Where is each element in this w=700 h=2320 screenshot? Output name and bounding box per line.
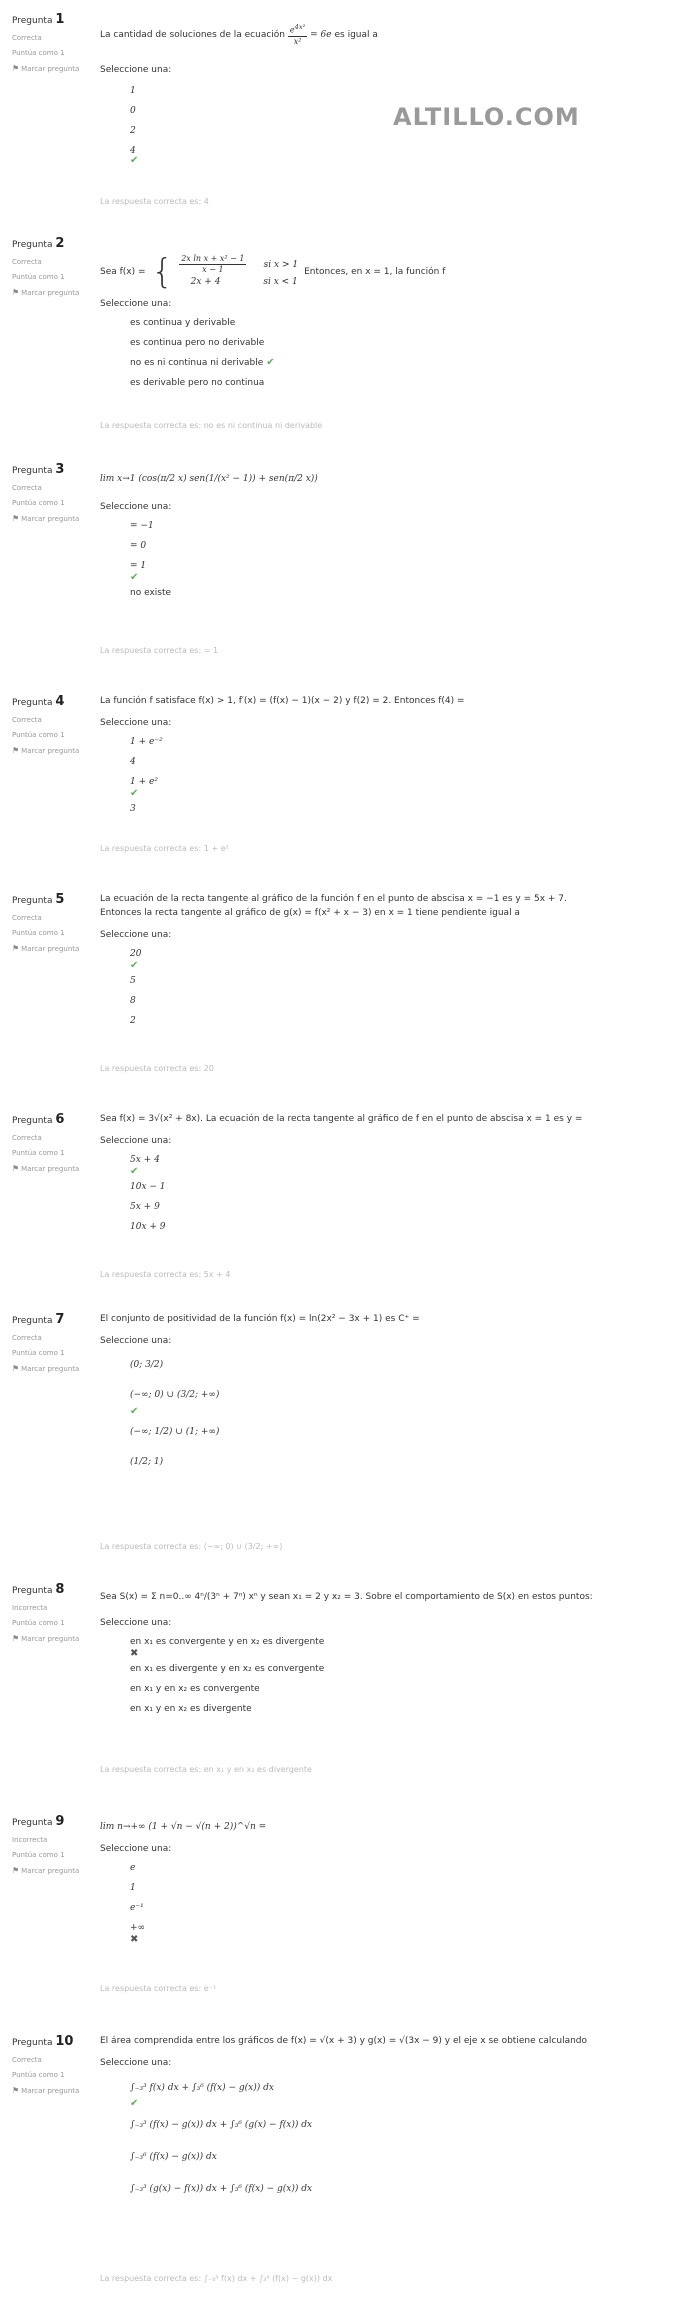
check-icon: ✔	[130, 1406, 139, 1417]
check-icon: ✔	[130, 960, 139, 971]
check-icon: ✔	[130, 154, 139, 166]
question-text: El área comprendida entre los gráficos de f(x) = √(x + 3) y g(x) = √(3x − 9) y el eje x se obtiene calculando	[100, 2036, 588, 2046]
check-icon: ✔	[130, 2098, 139, 2109]
flag-question[interactable]: ⚑ Marcar pregunta	[12, 2086, 80, 2095]
status: Correcta	[12, 1134, 42, 1142]
option[interactable]: ∫₋₃⁶ (f(x) − g(x)) dx	[130, 2152, 217, 2162]
points: Puntúa como 1	[12, 2071, 65, 2079]
correct-answer: La respuesta correcta es: 20	[100, 1064, 214, 1073]
option[interactable]: = −1	[130, 521, 154, 531]
question-text: lim n→+∞ (1 + √n − √(n + 2))^√n =	[100, 1822, 267, 1832]
option[interactable]: 4	[130, 757, 136, 767]
correct-answer: La respuesta correcta es: (−∞; 0) ∪ (3/2; +∞)	[100, 1542, 283, 1551]
flag-icon: ⚑	[12, 2086, 20, 2095]
status: Incorrecta	[12, 1604, 48, 1612]
correct-answer: La respuesta correcta es: no es ni continua ni derivable	[100, 421, 323, 430]
option[interactable]: es continua pero no derivable	[130, 338, 265, 348]
option[interactable]: 3	[130, 804, 136, 814]
flag-question[interactable]: ⚑ Marcar pregunta	[12, 514, 80, 523]
points: Puntúa como 1	[12, 1619, 65, 1627]
option[interactable]: es derivable pero no continua	[130, 378, 265, 388]
option[interactable]: ∫₋₃³ (g(x) − f(x)) dx + ∫₃⁶ (f(x) − g(x)) dx	[130, 2184, 313, 2194]
math-expression: (cos(π/2 x) sen(1/(x² − 1)) + sen(π/2 x))	[138, 474, 318, 484]
points: Puntúa como 1	[12, 731, 65, 739]
question-text: La ecuación de la recta tangente al gráfico de la función f en el punto de abscisa x = −1 es y = 5x + 7.	[100, 894, 567, 904]
flag-icon: ⚑	[12, 514, 20, 523]
option[interactable]: 2	[130, 125, 136, 136]
option[interactable]: 5	[130, 976, 136, 986]
points: Puntúa como 1	[12, 499, 65, 507]
cross-icon: ✖	[130, 1934, 139, 1945]
flag-icon: ⚑	[12, 288, 20, 297]
cross-icon: ✖	[130, 1648, 139, 1659]
correct-answer: La respuesta correcta es: 5x + 4	[100, 1270, 231, 1279]
option[interactable]: (−∞; 1/2) ∪ (1; +∞)	[130, 1427, 220, 1437]
option[interactable]: en x₁ es divergente y en x₂ es convergente	[130, 1664, 325, 1674]
status: Incorrecta	[12, 1836, 48, 1844]
flag-question[interactable]: ⚑ Marcar pregunta	[12, 944, 80, 953]
option[interactable]: 5x + 9	[130, 1202, 160, 1212]
flag-icon: ⚑	[12, 64, 20, 73]
option[interactable]: = 0	[130, 541, 147, 551]
option[interactable]: (1/2; 1)	[130, 1457, 164, 1467]
option[interactable]: e	[130, 1863, 136, 1873]
question-text: La función f satisface f(x) > 1, f′(x) = (f(x) − 1)(x − 2) y f(2) = 2. Entonces f(4) =	[100, 696, 465, 706]
option[interactable]: en x₁ es convergente y en x₂ es divergente	[130, 1637, 325, 1647]
correct-answer: La respuesta correcta es: 1 + e²	[100, 844, 229, 853]
correct-answer: La respuesta correcta es: ∫₋₃³ f(x) dx + ∫₃⁶ (f(x) − g(x)) dx	[100, 2274, 333, 2283]
flag-question[interactable]: ⚑ Marcar pregunta	[12, 288, 80, 297]
flag-icon: ⚑	[12, 1164, 20, 1173]
math-fraction: $\frac{e^{4x^2}}{\text{x²}}$	[289, 23, 306, 46]
check-icon: ✔	[130, 1166, 139, 1177]
status: Correcta	[12, 34, 42, 42]
question-number: 1	[55, 12, 65, 27]
option: no es ni continua ni derivable	[130, 358, 264, 368]
option[interactable]: e⁻¹	[130, 1903, 144, 1913]
option[interactable]: 10x − 1	[130, 1182, 166, 1192]
option[interactable]: 1 + e⁻²	[130, 737, 163, 747]
flag-question[interactable]: ⚑ Marcar pregunta	[12, 1866, 80, 1875]
flag-question[interactable]: ⚑ Marcar pregunta	[12, 746, 80, 755]
points: Puntúa como 1	[12, 929, 65, 937]
question-text: La cantidad de soluciones de la ecuación	[100, 29, 285, 40]
flag-question[interactable]: ⚑ Marcar pregunta	[12, 1634, 80, 1643]
question-text: Sea f(x) = 3√(x² + 8x). La ecuación de la recta tangente al gráfico de f en el punto de abscisa x = 1 es y =	[100, 1114, 583, 1124]
question-text: El conjunto de positividad de la función f(x) = ln(2x² − 3x + 1) es C⁺ =	[100, 1314, 420, 1324]
status: Correcta	[12, 484, 42, 492]
flag-icon: ⚑	[12, 746, 20, 755]
status: Correcta	[12, 2056, 42, 2064]
question-text: lim x→1	[100, 474, 136, 484]
option[interactable]: +∞	[130, 1923, 146, 1933]
check-icon: ✔	[266, 357, 275, 368]
option[interactable]: ∫₋₃³ (f(x) − g(x)) dx + ∫₃⁶ (g(x) − f(x)) dx	[130, 2120, 313, 2130]
flag-icon: ⚑	[12, 944, 20, 953]
points: Puntúa como 1	[12, 1851, 65, 1859]
points: Puntúa como 1	[12, 273, 65, 281]
flag-question[interactable]: ⚑ Marcar pregunta	[12, 1164, 80, 1173]
option[interactable]: 10x + 9	[130, 1222, 166, 1232]
option[interactable]: 2	[130, 1016, 136, 1026]
option[interactable]: 1 + e²	[130, 777, 158, 787]
option[interactable]: ∫₋₃³ f(x) dx + ∫₃⁶ (f(x) − g(x)) dx	[130, 2083, 274, 2093]
option[interactable]: 0	[130, 105, 136, 116]
option[interactable]: (−∞; 0) ∪ (3/2; +∞)	[130, 1390, 220, 1400]
option[interactable]: 1	[130, 1883, 136, 1893]
option[interactable]: 5x + 4	[130, 1155, 160, 1165]
flag-icon: ⚑	[12, 1866, 20, 1875]
check-icon: ✔	[130, 788, 139, 799]
status: Correcta	[12, 914, 42, 922]
points: Puntúa como 1	[12, 1149, 65, 1157]
points: Puntúa como 1	[12, 1349, 65, 1357]
status: Correcta	[12, 1334, 42, 1342]
status: Correcta	[12, 716, 42, 724]
option[interactable]: es continua y derivable	[130, 318, 236, 328]
points: Puntúa como 1	[12, 49, 65, 57]
check-icon: ✔	[130, 572, 139, 583]
option[interactable]: en x₁ y en x₂ es divergente	[130, 1704, 252, 1714]
option[interactable]: 8	[130, 996, 136, 1006]
option[interactable]: en x₁ y en x₂ es convergente	[130, 1684, 260, 1694]
question-text: Sea f(x) =	[100, 266, 146, 277]
correct-answer: La respuesta correcta es: e⁻¹	[100, 1984, 217, 1993]
option[interactable]: 20	[130, 949, 142, 959]
question-text: Sea S(x) = Σ n=0..∞ 4ⁿ/(3ⁿ + 7ⁿ) xⁿ y sean x₁ = 2 y x₂ = 3. Sobre el comportamiento de S(x) en estos puntos:	[100, 1592, 593, 1602]
select-label: Seleccione una:	[100, 64, 172, 75]
question-label: Pregunta	[12, 16, 53, 26]
flag-icon: ⚑	[12, 1634, 20, 1643]
correct-answer: La respuesta correcta es: 4	[100, 197, 209, 206]
option[interactable]: 4	[130, 145, 136, 156]
correct-answer: La respuesta correcta es: en x₁ y en x₂ es divergente	[100, 1765, 312, 1774]
watermark: ALTILLO.COM	[393, 103, 580, 131]
option[interactable]: no existe	[130, 588, 172, 598]
option[interactable]: = 1	[130, 561, 147, 571]
option[interactable]: (0; 3/2)	[130, 1360, 164, 1370]
flag-question[interactable]: ⚑ Marcar pregunta	[12, 1364, 80, 1373]
flag-question[interactable]: ⚑ Marcar pregunta	[12, 64, 80, 73]
piecewise: $\frac{\text{2x ln x + x² − 1}}{x - 1}$ si x > 1 2x + 4 si x < 1	[179, 254, 299, 287]
flag-icon: ⚑	[12, 1364, 20, 1373]
status: Correcta	[12, 258, 42, 266]
option[interactable]: 1	[130, 85, 136, 96]
correct-answer: La respuesta correcta es: = 1	[100, 646, 219, 655]
